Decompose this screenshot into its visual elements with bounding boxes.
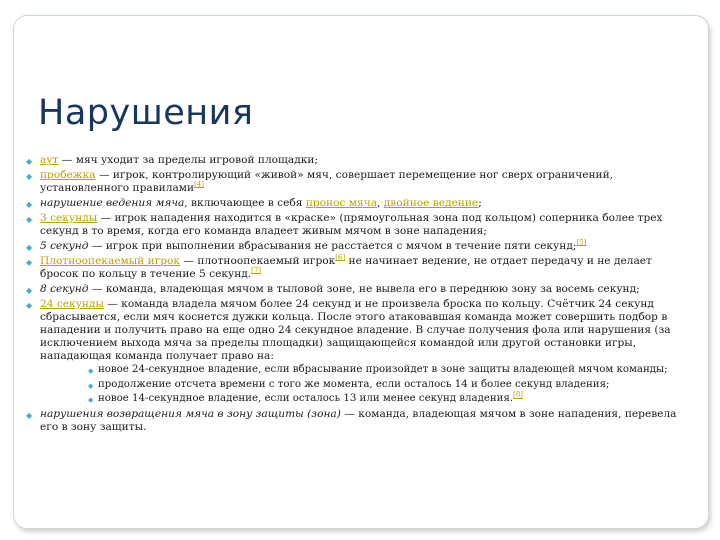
bullet-icon: ◆	[26, 157, 33, 166]
sub-list-item: ◆ новое 14-секундное владение, если осталось 13 или менее секунд владения.[8]	[88, 393, 690, 406]
list-item: ◆ 5 секунд — игрок при выполнении вбрасывания не расстается с мячом в течение пяти секунд;[5]	[26, 238, 587, 252]
slide-title: Нарушения	[38, 93, 254, 133]
bullet-icon: ◆	[26, 200, 33, 209]
link-3-seconds[interactable]: 3 секунды	[40, 212, 98, 224]
bullet-icon: ◆	[26, 243, 33, 252]
bullet-icon: ◆	[26, 301, 33, 310]
list-item: ◆ 24 секунды — команда владела мячом более 24 секунд и не произвела броска по кольцу. Счётчик 24 секунд сбрасывается, если мяч коснется дужки кольца. После этого атаковавшая команда может совершить подбор в нападении и получить право на еще одно 24 секундное владение. В случае получения фола или нарушения (за исключением выхода мяча за пределы площадки) защищающейся командой или другой остановки игры, нападающая команда получает право на: ◆ новое 24-секундное владение, если вбрасывание произойдет в зоне защиты владеющей мячом команды; ◆ продолжение отсчета времени с того же момента, если осталось 14 и более секунд владения; ◆ новое 14-секундное владение, если осталось 13 или менее секунд владения.[8]	[26, 298, 690, 406]
ref-link[interactable]: [4]	[194, 180, 204, 189]
list-item: ◆ 8 секунд — команда, владеющая мячом в тыловой зоне, не вывела его в переднюю зону за восемь секунд;	[26, 283, 640, 295]
sub-list	[40, 364, 690, 406]
ref-link[interactable]: [8]	[513, 390, 524, 399]
bullet-icon: ◆	[88, 396, 94, 404]
ref-link[interactable]: [5]	[576, 238, 587, 247]
link-travelling[interactable]: пробежка	[40, 169, 96, 181]
link-carrying[interactable]: пронос мяча	[305, 197, 378, 209]
bullet-icon: ◆	[26, 258, 33, 267]
sub-list-item: ◆ новое 24-секундное владение, если вбрасывание произойдет в зоне защиты владеющей мячом команды;	[88, 364, 690, 377]
bullet-icon: ◆	[88, 381, 94, 390]
list-item: ◆ пробежка — игрок, контролирующий «живой» мяч, совершает перемещение ног сверх ограничений, установленного правилами[4]	[26, 169, 614, 194]
bullet-icon: ◆	[88, 367, 94, 375]
list-item: ◆ нарушение ведения мяча, включающее в себя пронос мяча, двойное ведение;	[26, 197, 482, 209]
list-item: ◆ аут — мяч уходит за пределы игровой площадки;	[26, 154, 318, 166]
violations-list	[26, 154, 690, 436]
list-item: ◆ нарушения возвращения мяча в зону защиты (зона) — команда, владеющая мячом в зоне нападения, перевела его в зону защиты.	[26, 407, 677, 433]
link-double-dribble[interactable]: двойное ведение	[383, 197, 479, 209]
link-closely-guarded[interactable]: Плотноопекаемый игрок	[40, 255, 181, 267]
ref-link[interactable]: [6]	[335, 253, 346, 262]
sub-list-item: ◆ продолжение отсчета времени с того же момента, если осталось 14 и более секунд владения;	[88, 379, 690, 392]
link-24-seconds[interactable]: 24 секунды	[40, 298, 104, 310]
bullet-icon: ◆	[26, 172, 33, 181]
bullet-icon: ◆	[26, 215, 33, 224]
link-out[interactable]: аут	[40, 154, 59, 166]
ref-link[interactable]: [7]	[251, 266, 262, 275]
list-item: ◆ 3 секунды — игрок нападения находится в «краске» (прямоугольная зона под кольцом) соперника более трех секунд в то время, когда его команда владеет живым мячом в зоне нападения;	[26, 212, 663, 237]
bullet-icon: ◆	[26, 286, 33, 295]
list-item: ◆ Плотноопекаемый игрок — плотноопекаемый игрок[6] не начинает ведение, не отдает передачу и не делает бросок по кольцу в течение 5 секунд.[7]	[26, 253, 652, 280]
bullet-icon: ◆	[26, 410, 33, 420]
